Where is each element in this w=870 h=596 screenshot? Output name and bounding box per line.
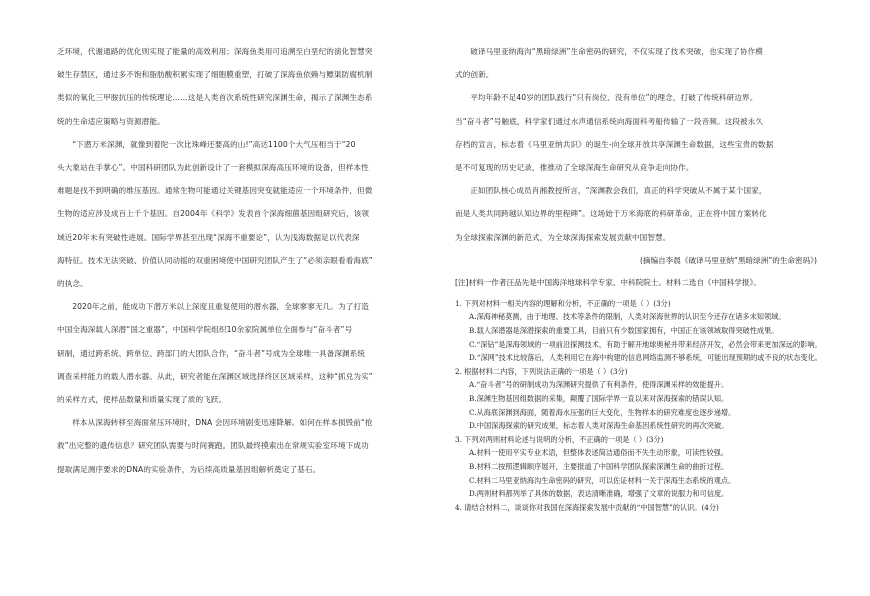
right-column	[455, 40, 825, 514]
question-1-option-a: A.深海神秘莫测，由于地理、技术等条件的限制，人类对深海世界的认识至今还存在诸多未知领域。	[469, 312, 786, 322]
question-3: 3. 下列对两则材料论述与说明的分析，不正确的一项是（ ）(3分)	[455, 434, 664, 444]
question-1: 1. 下列对材料一相关内容的理解和分析，不正确的一项是（ ）(3分)	[455, 298, 671, 308]
question-4: 4. 请结合材料二，谈谈你对我国在深海探索发展中贡献的“中国智慧”的认识。(4分)	[455, 502, 719, 512]
left-paragraph-2: “下潜万米深渊，就像到着陀一次比珠峰还要高的山!”高达1100个大气压相当于“20 头大象站在手掌心”。中国科研团队为此创新设计了一套模拟深海高压环境的设备，但样本性 难题是找不到明确的维压基因。通常生物可能通过关键基因突变就能适应一个环境条件，但微 生物的适应涉及成百上千个基因。自2004年《科学》发表首个深海细菌基因组研究后，该领 域近20年未有突破性进展。国际学界甚至出现“深海不重要论”，认为浅海数据足以代表深 海特征。技术无法突破、价值认同动摇的双重困境使中国研究团队产生了“必须亲眼看看海底” 的执念。	[57, 139, 373, 289]
question-2-option-c: C.从海底深渊到海面，随着海水压强的巨大变化，生物样本的研究难度也逐步递增。	[469, 407, 736, 417]
question-3-option-b: B.材料二按照逻辑顺序展开，主要报道了中国科学团队探索深渊生命的曲折过程。	[469, 461, 729, 471]
source-citation: (摘编自李晨《破译马里亚纳“黑暗绿洲”的生命密码》)	[639, 255, 817, 265]
question-1-option-b: B.载人深潜器是深潜探索的重要工具，目前只有少数国家拥有，中国正在该领域取得突破性成果。	[469, 326, 779, 336]
right-paragraph-1: 破译马里亚纳海沟“黑暗绿洲”生命密码的研究，不仅实现了技术突破，也实现了协作模 式的创新。	[455, 47, 763, 80]
question-1-option-c: C.“深钻”是深海领域的一项前沿探测技术，有助于解开地球奥秘并带来经济开发，必然会带来更加深远的影响。	[469, 339, 822, 349]
left-paragraph-1: 乏环境，代谢通路的优化则实现了能量的高效利用；深海鱼类用可追溯至白垩纪的演化智慧突 破生存禁区，通过多不饱和脂肪酸积累实现了细胞膜重塑，打破了深海鱼依赖与鳔渠防腐机制 类似的氧化三甲胺抗压的传统理论……这是人类首次系统性研究深渊生命，揭示了深渊生态系 统的生命适应策略与资源潜能。	[57, 47, 373, 126]
question-2-option-a: A.“奋斗者”号的研制成功为深渊研究提供了有利条件，使得深渊采样的效能提升。	[469, 380, 729, 390]
question-2-option-b: B.深渊生物基因组数据的采集，颠覆了国际学界一直以来对深海探索的错误认知。	[469, 393, 729, 403]
left-paragraph-3: 2020年之前，能成功下潜万米以上深度且重复使用的潜水器，全球寥寥无几。为了打造 中国全海深载人深潜“国之重器”，中国科学院组织10余家院属单位全面参与“奋斗者”号 研制，通过跨系统、跨单位、跨部门的大团队合作，“奋斗者”号成为全球唯一具备深渊系统 调查采样能力的载人潜水器。从此，研究者能在深渊区域选择终区区域采样，这种“抓兑为实” 的采样方式，使样品数量和质量实现了质的飞跃。	[57, 302, 373, 405]
questions-block	[455, 297, 825, 515]
material-note: [注]材料一作者汪品先是中国海洋地球科学专家、中科院院士。材料二选自《中国科学报》。	[455, 277, 761, 287]
question-1-option-d: D.“深网”技术比较落后，人类利用它在海中构建的信息网络监测不够系统，可能出现预期的或不良的状态变化。	[469, 353, 822, 363]
question-3-option-c: C.材料二马里亚纳海沟生命密码的研究，可以佐证材料一关于深海生态系统的观点。	[469, 475, 736, 485]
question-2-option-d: D.中国深海探索的研究成果，标志着人类对深海生命基因系统性研究的再次突破。	[469, 421, 729, 431]
question-3-option-d: D.两则材料都列举了具体的数据，表达清晰准确，增强了文章的说服力和可信度。	[469, 489, 729, 499]
right-paragraph-2: 平均年龄不足40岁的团队践行“只有岗位、没有单位”的理念，打破了传统科研边界。 当“奋斗者”号触底，科学家们通过水声通信系统向海面科考船传输了一段音频。这段被永久 存档的宣言，标志着《马里亚纳共识》的诞生-向全球开放共享深渊生命数据，这些宝贵的数据 是不可复现的历史记录，推推动了全球深海生命研究从竞争走向协作。	[455, 93, 774, 173]
question-2: 2. 根据材料二内容，下列说法正确的一项是（ ）(3分)	[455, 366, 628, 376]
left-column	[57, 40, 419, 481]
right-paragraph-3: 正如团队核心成员肖湘教授所言，“深渊教会我们，真正的科学突破从不属于某个国家， 而是人类共同跨越认知边界的里程碑”。这场始于万米海底的科研革命，正在将中国方案转化 为全球探索深渊的新范式，为全球深海探索发展贡献中国智慧。	[455, 186, 767, 242]
question-3-option-a: A.材料一使用平实专业术语，但整体表述简洁通俗而不失生动形象，可读性较强。	[469, 448, 729, 458]
left-paragraph-4: 样本从深海转移至海面常压环境时，DNA 会因环境剧变迅速降解。如何在样本损毁前“抢 救”出完整的遗传信息？研究团队需要与时间赛跑。团队最终摸索出在常规实验室环境下成功 提取满足测序要求的DNA的实验条件，为后续高质量基因组解析奠定了基石。	[57, 418, 373, 474]
